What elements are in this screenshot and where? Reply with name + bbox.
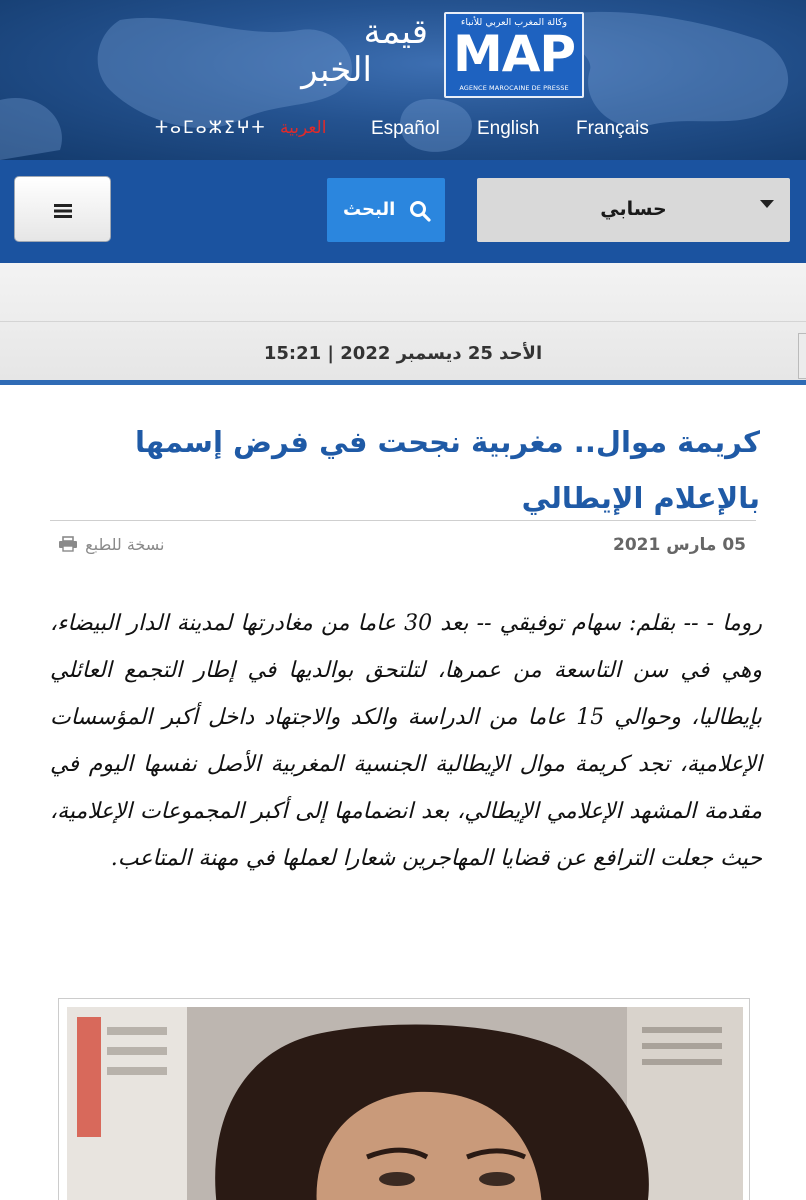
- logo-subtitle: AGENCE MAROCAINE DE PRESSE: [459, 84, 569, 92]
- article-date: 05 مارس 2021: [613, 535, 746, 555]
- lang-english-link[interactable]: English: [477, 118, 540, 139]
- toolbar: [0, 160, 806, 263]
- current-datetime: الأحد 25 ديسمبر 2022 | 15:21: [263, 343, 543, 364]
- divider: [0, 321, 806, 322]
- article-body: روما - -- بقلم: سهام توفيقي -- بعد 30 عاما من مغادرتها لمدينة الدار البيضاء، وهي في سن التاسعة من عمرها، لتلتحق بوالديها في إطار التجمع العائلي بإيطاليا، وحوالي 15 عاما من الدراسة والكد والاجتهاد داخل أكبر المؤسسات الإعلامية، تجد كريمة موال الإيطالية الجنسية المغربية الأصل نفسها اليوم في مقدمة المشهد الإعلامي الإيطالي، بعد انضمامها إلى أكبر المجموعات الإعلامية، حيث جعلت الترافع عن قضايا المهاجرين شعارا لعملها في مهنة المتاعب.: [50, 611, 762, 871]
- portrait-photo-illustration: [67, 1007, 743, 1200]
- logo-wordmark: MAP: [452, 25, 576, 83]
- slogan-line-2: الخبر: [301, 50, 372, 90]
- map-logo[interactable]: [444, 12, 584, 98]
- lang-tamazight-link[interactable]: ⵜⴰⵎⴰⵣⵉⵖⵜ: [155, 118, 267, 138]
- scroll-handle[interactable]: [798, 333, 806, 379]
- account-label: حسابي: [600, 198, 667, 220]
- date-bar: [0, 263, 806, 385]
- chevron-down-icon: [760, 200, 774, 208]
- logo-arabic-name: وكالة المغرب العربي للأنباء: [460, 17, 568, 28]
- hamburger-menu-icon: [53, 203, 73, 219]
- account-dropdown[interactable]: [477, 178, 790, 242]
- site-header: [0, 0, 806, 160]
- print-label: نسخة للطبع: [85, 535, 165, 554]
- language-switcher: [0, 114, 806, 144]
- slogan-line-1: قيمة: [363, 12, 428, 52]
- article-photo[interactable]: [67, 1007, 743, 1200]
- lang-french-link[interactable]: Français: [576, 118, 649, 139]
- search-button-label: البحث: [343, 199, 396, 220]
- article-meta: [50, 520, 756, 570]
- printer-icon: [58, 536, 78, 552]
- slogan: [262, 12, 432, 94]
- lang-spanish-link[interactable]: Español: [371, 118, 440, 139]
- print-version-link[interactable]: [58, 535, 164, 554]
- article-photo-frame: [58, 998, 750, 1200]
- search-button[interactable]: [327, 178, 445, 242]
- lang-arabic-link[interactable]: العربية: [280, 118, 327, 138]
- search-icon: [409, 200, 431, 222]
- menu-button[interactable]: [14, 176, 111, 242]
- article-title: كريمة موال.. مغربية نجحت في فرض إسمها بالإعلام الإيطالي: [134, 425, 760, 515]
